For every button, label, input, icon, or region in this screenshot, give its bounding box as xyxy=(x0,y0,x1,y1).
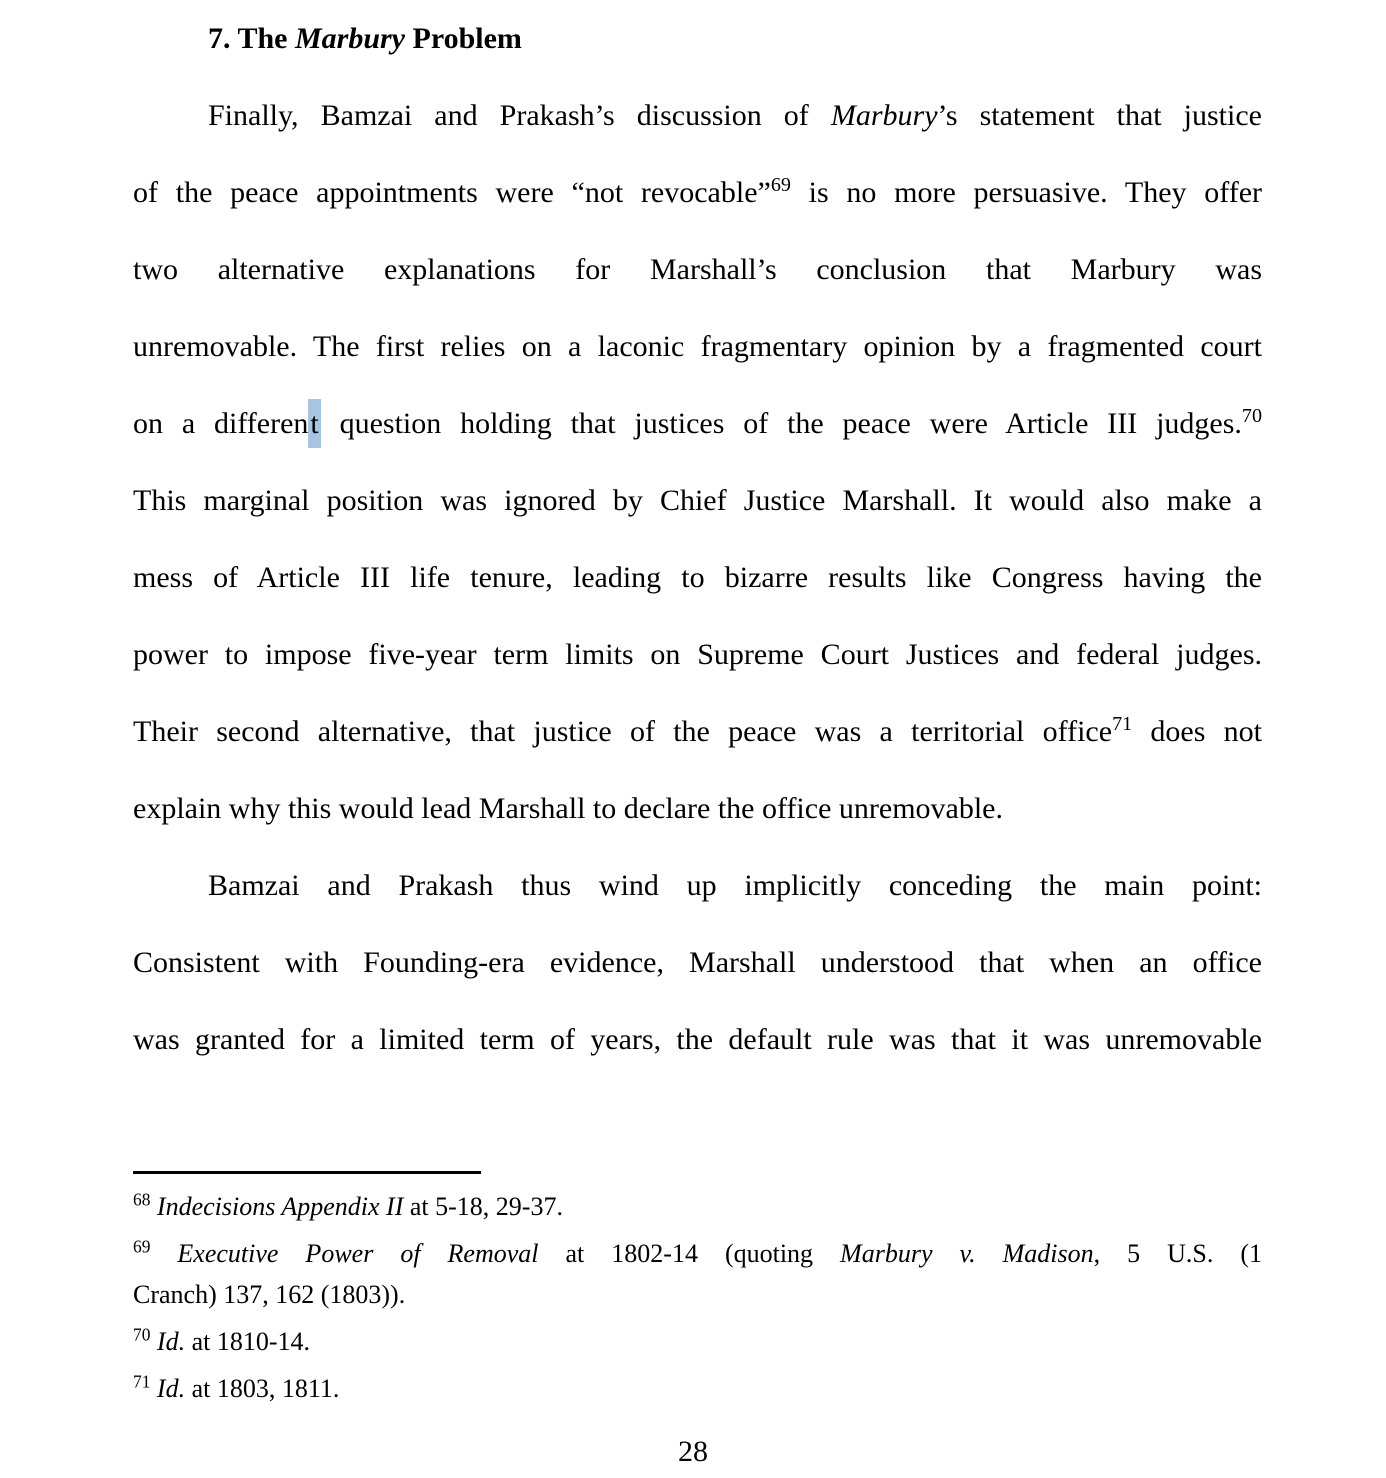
superscript-number: 69 xyxy=(770,174,791,196)
selection-highlight: t xyxy=(308,399,320,448)
superscript-number: 69 xyxy=(133,1236,151,1257)
text-line xyxy=(133,924,1262,1001)
body-text xyxy=(133,77,1262,1078)
footnotes xyxy=(133,1186,1262,1415)
text-run: is no more persuasive. They offer xyxy=(790,176,1262,209)
section-heading xyxy=(133,0,1262,77)
superscript-number: 70 xyxy=(1241,405,1262,427)
text-line xyxy=(133,770,1262,847)
text-run: at 1810-14. xyxy=(185,1327,310,1356)
text-column xyxy=(133,0,1262,1078)
text-line xyxy=(133,1274,1262,1315)
text-run: at 1803, 1811. xyxy=(185,1374,340,1403)
text-line xyxy=(133,0,1262,77)
footnote xyxy=(133,1186,1262,1227)
page-number: 28 xyxy=(678,1435,708,1468)
text-run: This marginal position was ignored by Chief Justice Marshall. It would also make a xyxy=(133,484,1262,517)
text-run: explain why this would lead Marshall to declare the office unremovable. xyxy=(133,792,1003,825)
text-run: Consistent with Founding-era evidence, Marshall understood that when an office xyxy=(133,946,1262,979)
text-run: does not xyxy=(1132,715,1262,748)
text-run: Marbury xyxy=(830,99,938,132)
text-run: Marbury xyxy=(294,22,405,55)
text-line xyxy=(133,462,1262,539)
text-run: 7. The xyxy=(208,22,295,55)
text-line xyxy=(133,1321,1262,1362)
text-line xyxy=(133,1233,1262,1274)
footnote xyxy=(133,1321,1262,1362)
text-run: Problem xyxy=(405,22,522,55)
text-run: power to impose five-year term limits on Supreme Court Justices and federal judges. xyxy=(133,638,1262,671)
text-line xyxy=(133,616,1262,693)
text-run: two alternative explanations for Marshall’s conclusion that Marbury was xyxy=(133,253,1262,286)
footnote xyxy=(133,1368,1262,1409)
text-run: on a differen xyxy=(133,407,309,440)
text-run: Id. xyxy=(156,1327,186,1356)
text-line xyxy=(133,1001,1262,1078)
text-line xyxy=(133,1186,1262,1227)
text-run: was granted for a limited term of years, the default rule was that it was unremovable xyxy=(133,1023,1262,1056)
footnote xyxy=(133,1233,1262,1315)
superscript-number: 71 xyxy=(1112,713,1133,735)
text-line xyxy=(133,308,1262,385)
text-run: question holding that justices of the peace were Article III judges. xyxy=(320,407,1242,440)
text-line xyxy=(133,154,1262,231)
superscript-number: 70 xyxy=(133,1324,151,1345)
text-run: Id. xyxy=(156,1374,186,1403)
text-run: unremovable. The first relies on a laconic fragmentary opinion by a fragmented court xyxy=(133,330,1262,363)
text-run: Cranch) 137, 162 (1803)). xyxy=(133,1280,406,1309)
text-run xyxy=(150,1239,177,1268)
text-run: Marbury v. Madison xyxy=(840,1239,1094,1268)
text-run: , 5 U.S. (1 xyxy=(1093,1239,1262,1268)
text-line xyxy=(133,847,1262,924)
text-run: Their second alternative, that justice of the peace was a territorial office xyxy=(133,715,1113,748)
text-run: of the peace appointments were “not revocable” xyxy=(133,176,771,209)
text-line xyxy=(133,385,1262,462)
text-run: Finally, Bamzai and Prakash’s discussion of xyxy=(208,99,831,132)
footnote-separator xyxy=(133,1171,481,1174)
text-run: at 1802-14 (quoting xyxy=(538,1239,841,1268)
text-line xyxy=(133,693,1262,770)
text-line xyxy=(133,539,1262,616)
text-line xyxy=(133,77,1262,154)
text-run: Bamzai and Prakash thus wind up implicitly conceding the main point: xyxy=(208,869,1262,902)
text-run: ’s statement that justice xyxy=(937,99,1262,132)
text-run: mess of Article III life tenure, leading to bizarre results like Congress having the xyxy=(133,561,1262,594)
text-line xyxy=(133,231,1262,308)
text-run: Indecisions Appendix II xyxy=(156,1192,404,1221)
superscript-number: 71 xyxy=(133,1371,151,1392)
superscript-number: 68 xyxy=(133,1189,151,1210)
text-run: Executive Power of Removal xyxy=(177,1239,539,1268)
text-run: at 5-18, 29-37. xyxy=(403,1192,563,1221)
text-line xyxy=(133,1368,1262,1409)
